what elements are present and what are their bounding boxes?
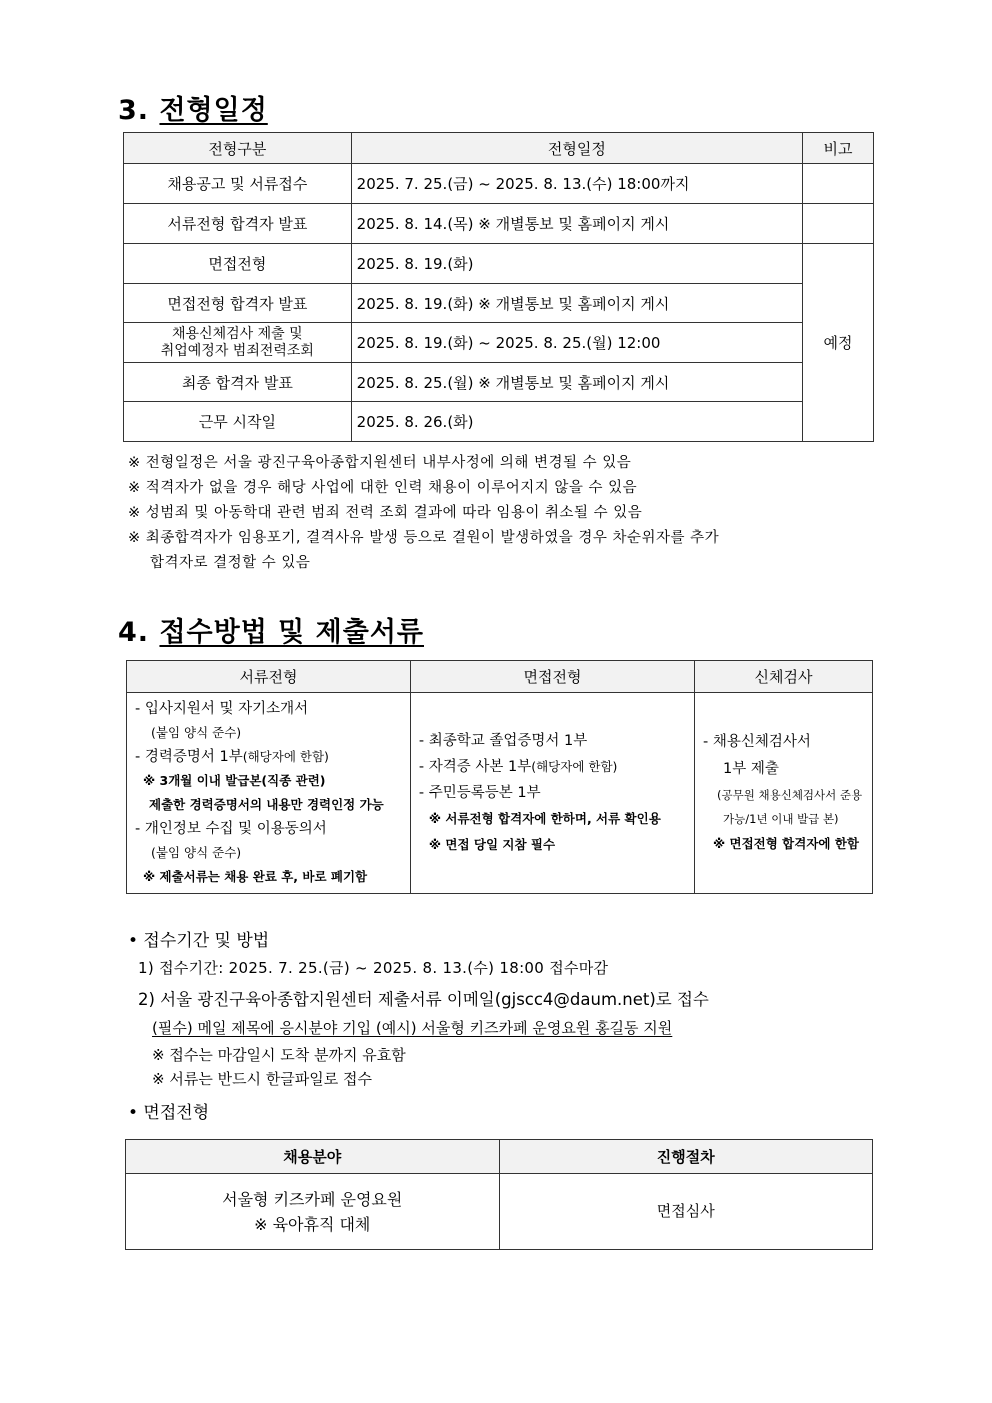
schedule-cell: 2025. 8. 26.(화) [351, 402, 802, 442]
stage-cell: 채용공고 및 서류접수 [124, 164, 352, 204]
receipt-note: ※ 서류는 반드시 한글파일로 접수 [152, 1070, 373, 1088]
interview-line: - 최종학교 졸업증명서 1부 [418, 733, 588, 749]
table-row [126, 1174, 873, 1250]
schedule-cell: 2025. 8. 25.(월) ※ 개별통보 및 홈페이지 게시 [351, 363, 802, 402]
docs-item-note: (해당자에 한함) [242, 749, 329, 764]
section-4-heading: 접수방법 및 제출서류 [159, 617, 424, 648]
docs-line [135, 745, 410, 769]
medical-line: - 채용신체검사서 [703, 734, 811, 750]
interview-item-note: (해당자에 한함) [531, 759, 618, 774]
stage-cell [124, 323, 352, 363]
schedule-cell: 2025. 8. 19.(화) [351, 244, 802, 284]
interview-item: - 자격증 사본 1부 [418, 759, 532, 775]
table-row [124, 204, 874, 244]
interview-heading: • 면접전형 [128, 1103, 210, 1123]
table-row [124, 244, 874, 284]
medical-line: 가능/1년 이내 발급 본) [723, 812, 839, 826]
schedule-header-row [124, 133, 874, 164]
section-3-number: 3. [118, 95, 150, 126]
documents-row [127, 693, 873, 894]
docs-line: - 입사지원서 및 자기소개서 [135, 701, 309, 717]
stage-line-2: 취업예정자 범죄전력조회 [160, 342, 314, 359]
section-3-heading: 전형일정 [159, 95, 268, 126]
table-row [124, 323, 874, 363]
interview-line: ※ 면접 당일 지참 필수 [428, 837, 556, 852]
header-note: 비고 [803, 133, 874, 164]
section-4-title [118, 610, 424, 649]
docs-line: ※ 제출서류는 채용 완료 후, 바로 폐기함 [143, 869, 368, 884]
header-interview: 면접전형 [410, 661, 694, 693]
schedule-cell: 2025. 8. 14.(목) ※ 개별통보 및 홈페이지 게시 [351, 204, 802, 244]
schedule-cell: 2025. 7. 25.(금) ~ 2025. 8. 13.(수) 18:00까지 [351, 164, 802, 204]
schedule-table [123, 132, 874, 442]
stage-cell: 면접전형 [124, 244, 352, 284]
section-3-title [118, 88, 268, 127]
header-docs: 서류전형 [127, 661, 411, 693]
note-line: ※ 적격자가 없을 경우 해당 사업에 대한 인력 채용이 이루어지지 않을 수 있음 [128, 480, 638, 496]
interview-line: - 주민등록등본 1부 [418, 785, 541, 801]
note-line: ※ 최종합격자가 임용포기, 결격사유 발생 등으로 결원이 발생하였을 경우 차순위자를 추가 [128, 530, 720, 546]
header-stage: 전형구분 [124, 133, 352, 164]
receipt-method: 2) 서울 광진구육아종합지원센터 제출서류 이메일(gjscc4@daum.net)로 접수 [138, 990, 709, 1009]
stage-cell: 최종 합격자 발표 [124, 363, 352, 402]
stage-line-1: 채용신체검사 제출 및 [172, 325, 303, 342]
header-schedule: 전형일정 [351, 133, 802, 164]
header-medical: 신체검사 [695, 661, 873, 693]
medical-cell [695, 693, 873, 894]
interview-cell [410, 693, 694, 894]
note-line: ※ 전형일정은 서울 광진구육아종합지원센터 내부사정에 의해 변경될 수 있음 [128, 455, 632, 471]
field-line-1: 서울형 키즈카페 운영요원 [222, 1189, 403, 1209]
docs-item: - 경력증명서 1부 [135, 749, 243, 765]
documents-table [126, 660, 873, 894]
interview-table [125, 1139, 873, 1250]
receipt-note: ※ 접수는 마감일시 도착 분까지 유효함 [152, 1046, 406, 1064]
stage-cell: 근무 시작일 [124, 402, 352, 442]
note-line: ※ 성범죄 및 아동학대 관련 범죄 전력 조회 결과에 따라 임용이 취소될 수 있음 [128, 505, 643, 521]
schedule-cell: 2025. 8. 19.(화) ~ 2025. 8. 25.(월) 12:00 [351, 323, 802, 363]
receipt-heading: • 접수기간 및 방법 [128, 931, 270, 951]
interview-line: ※ 서류전형 합격자에 한하며, 서류 확인용 [428, 811, 661, 826]
field-cell [126, 1174, 500, 1250]
medical-line: 1부 제출 [723, 761, 779, 777]
table-row [124, 363, 874, 402]
docs-line: 제출한 경력증명서의 내용만 경력인정 가능 [149, 797, 384, 812]
note-line: 합격자로 결정할 수 있음 [150, 555, 311, 571]
docs-line: (붙임 양식 준수) [151, 725, 242, 740]
table-row [124, 402, 874, 442]
field-line-2: ※ 육아휴직 대체 [254, 1214, 371, 1234]
schedule-notes [128, 451, 719, 576]
receipt-required-note: (필수) 메일 제목에 응시분야 기입 (예시) 서울형 키즈카페 운영요원 홍길동 지원 [152, 1019, 673, 1037]
medical-line: (공무원 채용신체검사서 준용 [717, 788, 863, 802]
stage-cell: 면접전형 합격자 발표 [124, 284, 352, 323]
header-procedure: 진행절차 [499, 1140, 873, 1174]
section-4-number: 4. [118, 617, 150, 648]
table-row [124, 164, 874, 204]
docs-line: (붙임 양식 준수) [151, 845, 242, 860]
note-cell [803, 164, 874, 204]
stage-cell: 서류전형 합격자 발표 [124, 204, 352, 244]
medical-line: ※ 면접전형 합격자에 한함 [713, 836, 859, 851]
note-cell-planned: 예정 [803, 244, 874, 442]
interview-header-row [126, 1140, 873, 1174]
header-field: 채용분야 [126, 1140, 500, 1174]
docs-line: - 개인정보 수집 및 이용동의서 [135, 821, 327, 837]
note-cell [803, 204, 874, 244]
procedure-cell: 면접심사 [499, 1174, 873, 1250]
docs-cell [127, 693, 411, 894]
docs-line: ※ 3개월 이내 발급본(직종 관련) [143, 773, 326, 788]
schedule-cell: 2025. 8. 19.(화) ※ 개별통보 및 홈페이지 게시 [351, 284, 802, 323]
receipt-period: 1) 접수기간: 2025. 7. 25.(금) ~ 2025. 8. 13.(수) 18:00 접수마감 [138, 959, 609, 977]
interview-line [419, 754, 694, 780]
table-row [124, 284, 874, 323]
documents-header-row [127, 661, 873, 693]
